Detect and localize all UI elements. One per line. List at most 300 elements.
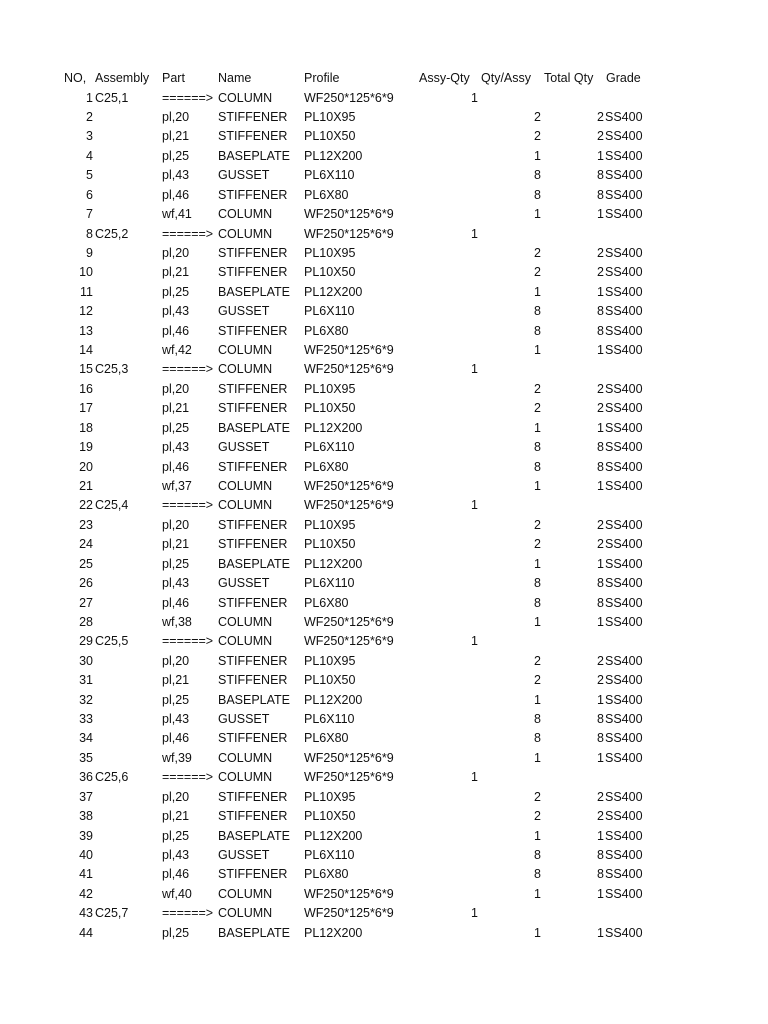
row-part: wf,42 [162,343,192,358]
header-assy-qty: Assy-Qty [419,71,470,85]
row-profile: PL12X200 [304,692,363,707]
row-assembly: C25,1 [95,90,129,105]
row-profile: PL10X95 [304,789,356,804]
row-total-qty: 8 [597,847,604,862]
row-total-qty: 1 [597,886,604,901]
row-grade: SS400 [605,537,643,552]
row-total-qty: 2 [597,129,604,144]
row-profile: PL6X110 [304,168,355,183]
table-row [0,302,768,321]
row-name: COLUMN [218,479,273,493]
row-assy-qty: 1 [471,90,478,105]
table-row [0,458,768,477]
table-row [0,865,768,884]
row-name: STIFFENER [218,867,288,882]
row-total-qty: 2 [597,517,604,532]
row-qty-per-assy: 2 [534,265,541,280]
row-profile: WF250*125*6*9 [304,479,394,493]
row-total-qty: 8 [597,576,604,591]
row-name: COLUMN [218,90,273,105]
row-total-qty: 1 [597,207,604,222]
table-row [0,710,768,729]
row-no: 4 [86,148,93,163]
row-part: pl,21 [162,673,190,688]
row-profile: PL12X200 [304,828,363,843]
row-part: pl,20 [162,653,190,668]
row-qty-per-assy: 2 [534,809,541,824]
row-no: 3 [86,129,93,144]
table-row [0,89,768,108]
row-total-qty: 8 [597,323,604,338]
table-row [0,477,768,496]
row-qty-per-assy: 8 [534,168,541,183]
row-part: wf,40 [162,886,192,901]
row-name: COLUMN [218,343,273,358]
row-profile: WF250*125*6*9 [304,614,394,629]
row-total-qty: 1 [597,148,604,163]
row-total-qty: 1 [597,614,604,629]
row-profile: WF250*125*6*9 [304,226,394,241]
row-profile: PL12X200 [304,284,363,299]
table-row [0,613,768,632]
table-row [0,885,768,904]
header-total-qty: Total Qty [544,71,594,85]
row-grade: SS400 [605,440,643,455]
row-no: 12 [79,304,93,319]
table-row [0,147,768,166]
row-grade: SS400 [605,479,643,493]
row-assy-qty: 1 [471,226,478,241]
row-part: pl,25 [162,828,190,843]
row-part: pl,43 [162,576,190,591]
row-no: 31 [79,673,93,688]
row-part: pl,46 [162,731,190,746]
row-profile: PL10X95 [304,517,356,532]
row-name: STIFFENER [218,401,288,416]
row-qty-per-assy: 2 [534,789,541,804]
row-name: STIFFENER [218,245,288,260]
table-row [0,671,768,690]
row-total-qty: 2 [597,789,604,804]
row-part: pl,21 [162,129,190,144]
row-name: BASEPLATE [218,284,291,299]
row-profile: WF250*125*6*9 [304,770,394,785]
row-name: STIFFENER [218,517,288,532]
table-row [0,749,768,768]
row-total-qty: 1 [597,556,604,571]
row-part: ======> [162,634,214,649]
row-no: 28 [79,614,93,629]
row-grade: SS400 [605,653,643,668]
row-grade: SS400 [605,343,643,358]
row-qty-per-assy: 1 [534,750,541,765]
row-assembly: C25,4 [95,498,129,513]
row-profile: PL6X110 [304,712,355,727]
row-grade: SS400 [605,556,643,571]
row-profile: PL10X50 [304,673,356,688]
row-total-qty: 8 [597,731,604,746]
row-no: 29 [79,634,93,649]
row-profile: PL6X80 [304,187,349,202]
row-grade: SS400 [605,731,643,746]
row-grade: SS400 [605,284,643,299]
table-row [0,827,768,846]
row-name: STIFFENER [218,673,288,688]
row-grade: SS400 [605,110,643,125]
row-part: wf,38 [162,614,192,629]
row-profile: WF250*125*6*9 [304,634,394,649]
row-qty-per-assy: 2 [534,129,541,144]
row-qty-per-assy: 1 [534,343,541,358]
table-row [0,632,768,651]
row-profile: WF250*125*6*9 [304,90,394,105]
table-row [0,555,768,574]
table-row [0,807,768,826]
row-total-qty: 1 [597,925,604,940]
row-qty-per-assy: 8 [534,440,541,455]
row-profile: PL12X200 [304,925,363,940]
row-part: pl,20 [162,381,190,396]
row-part: pl,43 [162,712,190,727]
row-part: pl,25 [162,284,190,299]
row-profile: WF250*125*6*9 [304,906,394,921]
row-total-qty: 2 [597,401,604,416]
row-no: 15 [79,362,93,377]
row-part: pl,43 [162,168,190,183]
row-profile: WF250*125*6*9 [304,750,394,765]
row-name: GUSSET [218,847,270,862]
row-part: pl,20 [162,245,190,260]
row-no: 34 [79,731,93,746]
header-part: Part [162,71,185,85]
row-part: ======> [162,906,214,921]
row-no: 18 [79,420,93,435]
row-name: BASEPLATE [218,420,291,435]
row-qty-per-assy: 8 [534,867,541,882]
row-grade: SS400 [605,595,643,610]
row-name: BASEPLATE [218,828,291,843]
row-no: 7 [86,207,93,222]
row-part: pl,20 [162,789,190,804]
row-no: 33 [79,712,93,727]
row-profile: PL6X80 [304,459,349,474]
row-profile: PL12X200 [304,148,363,163]
row-name: COLUMN [218,226,273,241]
row-name: COLUMN [218,750,273,765]
row-no: 30 [79,653,93,668]
row-no: 27 [79,595,93,610]
row-part: wf,41 [162,207,192,222]
row-name: COLUMN [218,207,273,222]
header-name: Name [218,71,252,85]
row-part: ======> [162,770,214,785]
table-row [0,846,768,865]
row-total-qty: 2 [597,653,604,668]
row-profile: WF250*125*6*9 [304,498,394,513]
row-part: pl,46 [162,459,190,474]
header-qty-per-assy: Qty/Assy [481,71,532,85]
row-no: 35 [79,750,93,765]
row-no: 14 [79,343,93,358]
row-no: 2 [86,110,93,125]
row-name: COLUMN [218,906,273,921]
row-total-qty: 2 [597,110,604,125]
row-profile: PL6X80 [304,867,349,882]
row-grade: SS400 [605,187,643,202]
row-no: 39 [79,828,93,843]
row-no: 37 [79,789,93,804]
row-grade: SS400 [605,517,643,532]
row-grade: SS400 [605,265,643,280]
row-grade: SS400 [605,925,643,940]
row-qty-per-assy: 1 [534,614,541,629]
row-part: pl,46 [162,867,190,882]
table-row [0,535,768,554]
row-assy-qty: 1 [471,770,478,785]
row-name: STIFFENER [218,323,288,338]
row-qty-per-assy: 8 [534,304,541,319]
row-qty-per-assy: 1 [534,207,541,222]
row-part: ======> [162,362,214,377]
row-total-qty: 8 [597,867,604,882]
row-name: GUSSET [218,168,270,183]
row-name: GUSSET [218,712,270,727]
row-qty-per-assy: 1 [534,420,541,435]
header-no: NO, [64,71,87,85]
row-grade: SS400 [605,673,643,688]
row-qty-per-assy: 1 [534,692,541,707]
row-name: GUSSET [218,440,270,455]
row-assy-qty: 1 [471,906,478,921]
row-total-qty: 8 [597,712,604,727]
row-profile: PL12X200 [304,556,363,571]
row-assy-qty: 1 [471,498,478,513]
row-profile: WF250*125*6*9 [304,207,394,222]
row-total-qty: 2 [597,809,604,824]
row-part: pl,46 [162,595,190,610]
table-row [0,574,768,593]
row-no: 38 [79,809,93,824]
row-grade: SS400 [605,207,643,222]
row-no: 6 [86,187,93,202]
row-name: GUSSET [218,304,270,319]
row-grade: SS400 [605,459,643,474]
table-header [0,69,768,88]
row-qty-per-assy: 8 [534,187,541,202]
row-no: 26 [79,576,93,591]
row-name: BASEPLATE [218,925,291,940]
row-profile: PL6X80 [304,323,349,338]
row-name: STIFFENER [218,265,288,280]
row-part: pl,25 [162,148,190,163]
row-total-qty: 2 [597,381,604,396]
row-name: STIFFENER [218,595,288,610]
row-part: ======> [162,226,214,241]
row-grade: SS400 [605,828,643,843]
row-part: pl,21 [162,809,190,824]
row-grade: SS400 [605,789,643,804]
row-total-qty: 8 [597,459,604,474]
table-row [0,652,768,671]
table-row [0,186,768,205]
table-row [0,924,768,943]
row-no: 20 [79,459,93,474]
row-no: 19 [79,440,93,455]
row-part: pl,43 [162,304,190,319]
row-total-qty: 1 [597,828,604,843]
row-grade: SS400 [605,245,643,260]
row-qty-per-assy: 1 [534,284,541,299]
row-name: STIFFENER [218,129,288,144]
row-no: 24 [79,537,93,552]
row-qty-per-assy: 8 [534,595,541,610]
row-part: pl,46 [162,187,190,202]
row-profile: PL10X95 [304,653,356,668]
table-row [0,205,768,224]
table-row [0,691,768,710]
row-no: 44 [79,925,93,940]
row-profile: WF250*125*6*9 [304,886,394,901]
table-row [0,225,768,244]
table-row [0,244,768,263]
row-no: 8 [86,226,93,241]
row-grade: SS400 [605,614,643,629]
row-name: COLUMN [218,498,273,513]
row-total-qty: 2 [597,245,604,260]
row-total-qty: 2 [597,537,604,552]
row-grade: SS400 [605,129,643,144]
row-profile: PL6X110 [304,440,355,455]
row-total-qty: 8 [597,440,604,455]
row-name: STIFFENER [218,110,288,125]
row-part: pl,21 [162,537,190,552]
row-qty-per-assy: 2 [534,517,541,532]
row-qty-per-assy: 1 [534,886,541,901]
table-row [0,341,768,360]
row-no: 1 [86,90,93,105]
table-row [0,516,768,535]
row-grade: SS400 [605,750,643,765]
row-part: pl,25 [162,925,190,940]
row-profile: PL10X95 [304,381,356,396]
row-no: 10 [79,265,93,280]
row-assy-qty: 1 [471,634,478,649]
row-name: GUSSET [218,576,270,591]
row-name: COLUMN [218,362,273,377]
row-no: 5 [86,168,93,183]
row-qty-per-assy: 8 [534,459,541,474]
row-name: BASEPLATE [218,148,291,163]
row-total-qty: 2 [597,673,604,688]
row-name: STIFFENER [218,537,288,552]
row-name: COLUMN [218,770,273,785]
row-profile: PL12X200 [304,420,363,435]
row-total-qty: 8 [597,187,604,202]
row-profile: PL10X50 [304,537,356,552]
row-part: wf,39 [162,750,192,765]
row-name: BASEPLATE [218,692,291,707]
row-qty-per-assy: 8 [534,731,541,746]
row-qty-per-assy: 2 [534,673,541,688]
table-row [0,263,768,282]
table-row [0,768,768,787]
table-row [0,729,768,748]
row-assembly: C25,3 [95,362,129,377]
table-row [0,166,768,185]
row-qty-per-assy: 2 [534,245,541,260]
row-name: COLUMN [218,614,273,629]
row-part: ======> [162,498,214,513]
table-row [0,108,768,127]
row-no: 43 [79,906,93,921]
row-total-qty: 1 [597,343,604,358]
table-row [0,283,768,302]
row-no: 21 [79,479,93,493]
row-assembly: C25,5 [95,634,129,649]
row-assembly: C25,7 [95,906,129,921]
row-name: STIFFENER [218,731,288,746]
row-assy-qty: 1 [471,362,478,377]
row-profile: WF250*125*6*9 [304,343,394,358]
row-total-qty: 1 [597,479,604,493]
row-profile: PL10X95 [304,245,356,260]
row-part: pl,21 [162,265,190,280]
row-name: STIFFENER [218,653,288,668]
row-part: pl,20 [162,110,190,125]
row-part: ======> [162,90,214,105]
row-grade: SS400 [605,168,643,183]
row-profile: PL10X50 [304,401,356,416]
row-assembly: C25,2 [95,226,129,241]
row-no: 40 [79,847,93,862]
row-grade: SS400 [605,304,643,319]
row-total-qty: 2 [597,265,604,280]
table-row [0,399,768,418]
table-row [0,496,768,515]
table-row [0,322,768,341]
row-profile: PL6X110 [304,304,355,319]
row-grade: SS400 [605,692,643,707]
table-row [0,594,768,613]
row-qty-per-assy: 1 [534,828,541,843]
row-no: 13 [79,323,93,338]
row-profile: PL10X50 [304,129,356,144]
row-part: pl,25 [162,420,190,435]
row-qty-per-assy: 2 [534,537,541,552]
row-no: 22 [79,498,93,513]
row-profile: PL10X50 [304,809,356,824]
row-profile: PL6X80 [304,595,349,610]
row-total-qty: 8 [597,168,604,183]
row-grade: SS400 [605,576,643,591]
row-name: STIFFENER [218,381,288,396]
table-row [0,438,768,457]
row-qty-per-assy: 2 [534,381,541,396]
row-no: 41 [79,867,93,882]
row-grade: SS400 [605,148,643,163]
row-name: COLUMN [218,886,273,901]
row-profile: PL6X110 [304,576,355,591]
row-qty-per-assy: 8 [534,323,541,338]
row-no: 25 [79,556,93,571]
row-assembly: C25,6 [95,770,129,785]
row-part: pl,21 [162,401,190,416]
row-part: pl,20 [162,517,190,532]
row-no: 42 [79,886,93,901]
table-row [0,127,768,146]
row-qty-per-assy: 2 [534,110,541,125]
row-part: pl,46 [162,323,190,338]
